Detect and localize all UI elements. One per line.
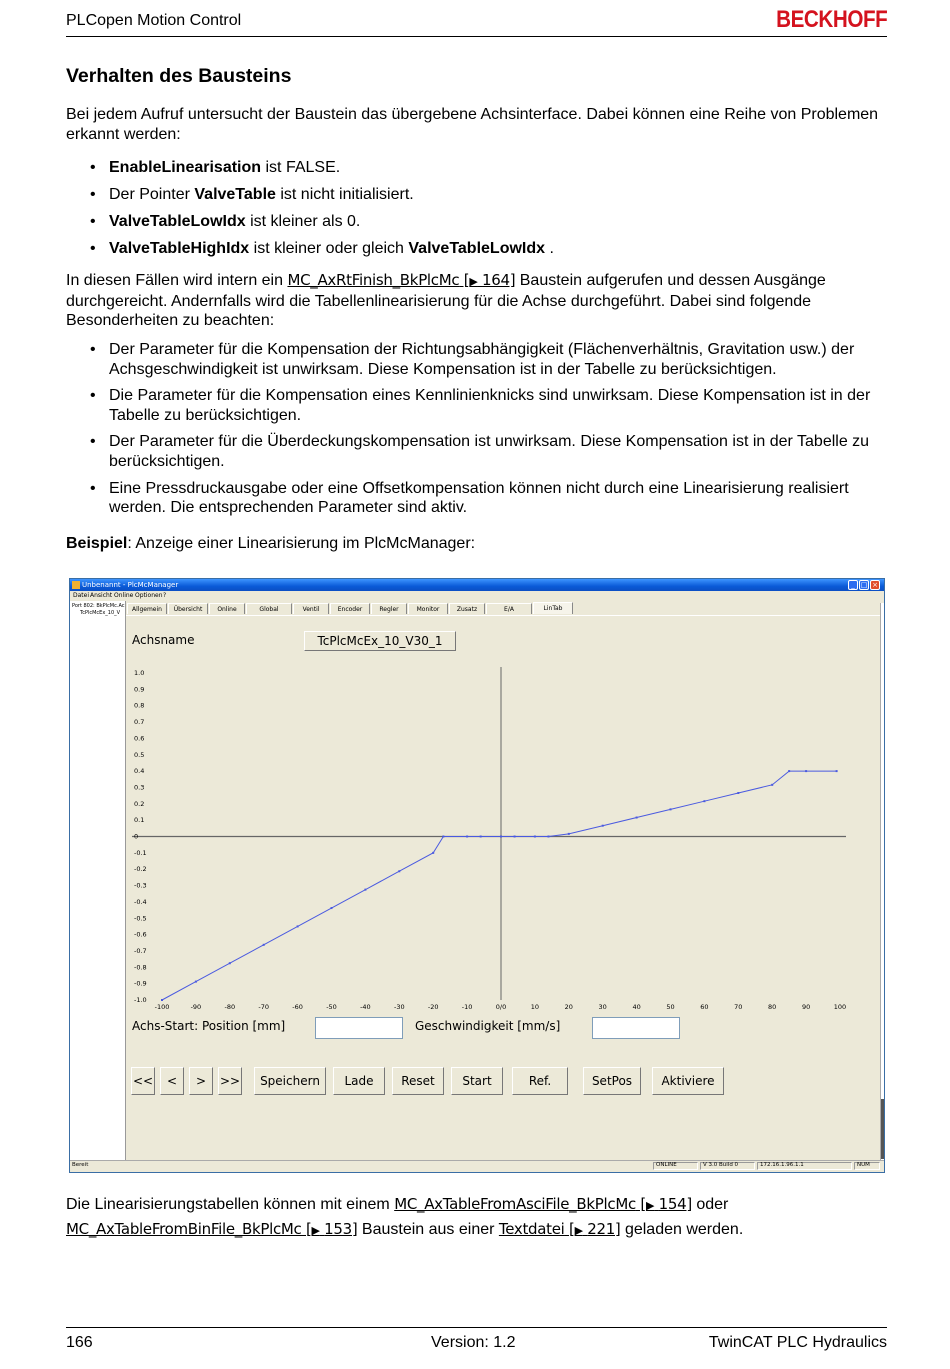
data-point <box>398 870 400 872</box>
y-tick-label: 0.4 <box>134 767 145 776</box>
x-tick-label: -70 <box>258 1003 270 1011</box>
x-tick-label: 90 <box>801 1003 811 1011</box>
linearisation-series-line <box>162 771 837 1000</box>
intro-paragraph: Bei jedem Aufruf untersucht der Baustein das übergebene Achsinterface. Dabei können eine Reihe von Problemen erkannt werden: <box>66 106 879 143</box>
tab-allgemein[interactable]: Allgemein <box>127 603 167 614</box>
y-tick-label: 1.0 <box>134 669 145 677</box>
list-item: • Die Parameter für die Kompensation eines Kennlinienknicks sind unwirksam. Diese Kompensation ist in der Tabelle zu berücksichtigen. <box>66 386 888 425</box>
status-version: V 3.0 Build 0 <box>703 1162 739 1168</box>
y-tick-label: 0.3 <box>134 783 145 792</box>
x-tick-label: 50 <box>666 1003 675 1011</box>
notes-list <box>66 340 888 518</box>
beckhoff-logo: BECKHOFF <box>775 6 887 33</box>
tree-item-axis[interactable]: TcPlcMcEx_10_V <box>80 610 121 616</box>
data-point <box>805 770 807 772</box>
list-item: • EnableLinearisation ist FALSE. <box>66 154 888 181</box>
x-tick-label: -10 <box>461 1003 473 1011</box>
start-position-input[interactable] <box>315 1017 403 1039</box>
y-tick-label: 0.1 <box>134 816 145 825</box>
data-point <box>442 836 444 838</box>
y-tick-label: -0.2 <box>134 865 147 874</box>
tab-encoder[interactable]: Encoder <box>330 603 370 614</box>
status-num: NUM <box>857 1162 870 1168</box>
x-tick-label: 100 <box>833 1003 847 1011</box>
menu-online[interactable]: Online <box>114 592 134 599</box>
data-point <box>195 981 197 983</box>
panel-scrollbar[interactable] <box>880 603 884 1161</box>
x-tick-label: -60 <box>292 1003 303 1011</box>
data-point <box>297 925 299 927</box>
x-tick-label: 0/0 <box>495 1003 507 1011</box>
last-button[interactable]: >> <box>218 1067 242 1095</box>
y-tick-label: -0.8 <box>134 963 147 972</box>
y-tick-label: 0.5 <box>134 750 145 759</box>
load-button[interactable]: Lade <box>333 1067 385 1095</box>
close-icon[interactable]: × <box>870 580 880 590</box>
save-button[interactable]: Speichern <box>254 1067 326 1095</box>
menu-optionen[interactable]: Optionen <box>135 592 163 599</box>
link-bin-file[interactable]: MC_AxTableFromBinFile_BkPlcMc [▶ 153] <box>66 1219 358 1238</box>
example-caption: Beispiel: Anzeige einer Linearisierung im PlcMcManager: <box>66 535 476 552</box>
header-rule <box>66 36 887 37</box>
data-point <box>836 770 838 772</box>
y-tick-label: -0.9 <box>134 979 147 988</box>
x-tick-label: 20 <box>564 1003 573 1011</box>
x-tick-label: 70 <box>734 1003 743 1011</box>
y-tick-label: 0.9 <box>134 685 145 694</box>
data-point <box>480 836 482 838</box>
list-item: • ValveTableHighIdx ist kleiner oder gleich ValveTableLowIdx . <box>66 235 888 262</box>
menu-ansicht[interactable]: Ansicht <box>90 592 113 599</box>
data-point <box>432 852 434 854</box>
data-point <box>771 784 773 786</box>
list-item: • Eine Pressdruckausgabe oder eine Offsetkompensation können nicht durch eine Linearisierung realisiert werden. Die entsprechenden Parameter sind aktiv. <box>66 479 888 518</box>
tab-uebersicht[interactable]: Übersicht <box>168 603 208 614</box>
footer-rule <box>66 1327 887 1328</box>
x-tick-label: -90 <box>190 1003 202 1011</box>
first-button[interactable]: << <box>131 1067 155 1095</box>
data-point <box>331 907 333 909</box>
data-point <box>568 833 570 835</box>
data-point <box>737 792 739 794</box>
x-tick-label: 60 <box>700 1003 709 1011</box>
scrollbar-thumb[interactable] <box>881 1099 884 1159</box>
window-title: Unbenannt - PlcMcManager <box>82 581 179 589</box>
data-point <box>514 836 516 838</box>
x-tick-label: -100 <box>154 1003 170 1011</box>
x-tick-label: -40 <box>360 1003 371 1011</box>
data-point <box>161 999 163 1001</box>
data-point <box>534 836 536 838</box>
plcmcmanager-window <box>69 578 885 1173</box>
y-tick-label: -1.0 <box>134 996 147 1004</box>
problem-list <box>66 154 888 262</box>
data-point <box>229 962 231 964</box>
x-tick-label: -50 <box>326 1003 337 1011</box>
data-point <box>636 817 638 819</box>
y-tick-label: -0.5 <box>134 914 147 923</box>
status-text: Bereit <box>72 1162 89 1168</box>
list-item: • Der Pointer ValveTable ist nicht initialisiert. <box>66 181 888 208</box>
y-tick-label: -0.4 <box>134 897 147 906</box>
data-point <box>364 889 366 891</box>
data-point <box>466 836 468 838</box>
bottom-paragraph: Die Linearisierungstabellen können mit einem MC_AxTableFromAsciFile_BkPlcMc [▶ 154] oder MC_AxTableFromBinFile_BkPlcMc [▶ 153] Baustein aus einer Textdatei [▶ 221] geladen werden. <box>66 1195 744 1238</box>
next-button[interactable]: > <box>189 1067 213 1095</box>
x-tick-label: 30 <box>598 1003 607 1011</box>
x-tick-label: -80 <box>224 1003 236 1011</box>
y-tick-label: 0 <box>134 832 139 841</box>
data-point <box>703 800 705 802</box>
reset-button[interactable]: Reset <box>392 1067 444 1095</box>
tab-lintab[interactable]: LinTab <box>533 602 573 614</box>
setpos-button[interactable]: SetPos <box>583 1067 641 1095</box>
speed-input[interactable] <box>592 1017 680 1039</box>
tab-online[interactable]: Online <box>209 603 245 614</box>
list-item: • ValveTableLowIdx ist kleiner als 0. <box>66 208 888 235</box>
x-tick-label: 40 <box>632 1003 641 1011</box>
x-tick-label: 10 <box>530 1003 540 1011</box>
tab-ea[interactable]: E/A <box>486 603 532 614</box>
activate-button[interactable]: Aktiviere <box>652 1067 724 1095</box>
speed-label: Geschwindigkeit [mm/s] <box>415 1019 561 1033</box>
menu-datei[interactable]: Datei <box>73 592 90 599</box>
status-bar <box>70 1160 884 1172</box>
x-tick-label: -20 <box>427 1003 439 1011</box>
y-tick-label: 0.8 <box>134 701 145 710</box>
y-tick-label: -0.1 <box>134 848 147 857</box>
y-tick-label: -0.7 <box>134 946 147 955</box>
link-ascii-file[interactable]: MC_AxTableFromAsciFile_BkPlcMc [▶ 154] <box>394 1195 692 1213</box>
data-point <box>602 825 604 827</box>
data-point <box>263 944 265 946</box>
achsname-label: Achsname <box>132 633 195 647</box>
prev-button[interactable]: < <box>160 1067 184 1095</box>
y-tick-label: -0.6 <box>134 930 147 939</box>
y-tick-label: 0.7 <box>134 718 145 727</box>
tab-global[interactable]: Global <box>246 603 292 614</box>
fallback-paragraph: In diesen Fällen wird intern ein MC_AxRtFinish_BkPlcMc [▶ 164] Baustein aufgerufen und dessen Ausgänge durchgereicht. Andernfalls wird die Tabellenlinearisierung für die Achse durchgeführt. Dabei sind folgende Besonderheiten zu beachten: <box>66 271 826 330</box>
x-tick-label: 80 <box>768 1003 777 1011</box>
tab-monitor[interactable]: Monitor <box>408 603 448 614</box>
y-tick-label: 0.6 <box>134 734 145 743</box>
tab-regler[interactable]: Regler <box>371 603 407 614</box>
tab-ventil[interactable]: Ventil <box>293 603 329 614</box>
data-point <box>500 836 502 838</box>
section-title: Verhalten des Bausteins <box>66 65 292 87</box>
y-tick-label: 0.2 <box>134 799 145 808</box>
list-item: • Der Parameter für die Überdeckungskompensation ist unwirksam. Diese Kompensation ist in der Tabelle zu berücksichtigen. <box>66 432 888 471</box>
tab-zusatz[interactable]: Zusatz <box>449 603 485 614</box>
status-address: 172.16.1.96.1.1 <box>760 1162 804 1168</box>
status-online: ONLINE <box>656 1162 677 1168</box>
page-number: 166 <box>66 1334 93 1351</box>
link-textdatei[interactable]: Textdatei [▶ 221] <box>498 1219 621 1238</box>
list-item: • Der Parameter für die Kompensation der Richtungsabhängigkeit (Flächenverhältnis, Gravitation usw.) der Achsgeschwindigkeit ist unwirksam. Diese Kompensation ist in der Tabelle zu berücksichtigen. <box>66 340 888 379</box>
data-point <box>547 836 549 838</box>
achsname-button[interactable]: TcPlcMcEx_10_V30_1 <box>304 631 456 651</box>
data-point <box>788 770 790 772</box>
link-mc-axrtfinish[interactable]: MC_AxRtFinish_BkPlcMc [▶ 164] <box>287 271 516 289</box>
start-button[interactable]: Start <box>451 1067 503 1095</box>
maximize-icon[interactable]: □ <box>860 581 868 589</box>
data-point <box>670 808 672 810</box>
y-tick-label: -0.3 <box>134 881 147 890</box>
running-header-title: PLCopen Motion Control <box>66 12 242 29</box>
document-version: Version: 1.2 <box>431 1334 516 1351</box>
tree-item-port[interactable]: Port 802: BkPlcMc.Ac <box>72 603 125 609</box>
start-position-label: Achs-Start: Position [mm] <box>132 1019 286 1033</box>
x-tick-label: -30 <box>393 1003 405 1011</box>
menu-help[interactable]: ? <box>163 592 167 599</box>
product-name: TwinCAT PLC Hydraulics <box>708 1334 887 1351</box>
minimize-icon[interactable]: _ <box>848 580 858 590</box>
ref-button[interactable]: Ref. <box>512 1067 568 1095</box>
